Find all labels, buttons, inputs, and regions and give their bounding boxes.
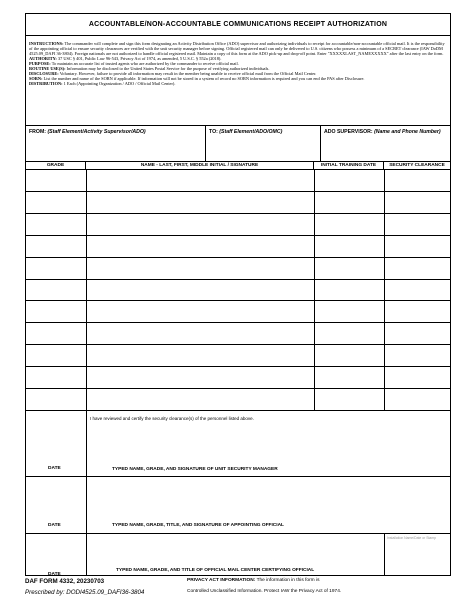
table-row[interactable]: [26, 170, 450, 192]
security-manager-block: [26, 411, 450, 477]
column-header-grade: GRADE: [26, 162, 86, 170]
table-row[interactable]: [26, 389, 450, 411]
table-row[interactable]: [26, 367, 450, 389]
block-divider: [86, 411, 87, 476]
installation-stamp-field[interactable]: [388, 542, 448, 574]
column-header-training-date: INITIAL TRAINING DATE: [314, 162, 384, 170]
mail-center-signature-label: TYPED NAME, GRADE, AND TITLE OF OFFICIAL MAIL CENTER CERTIFYING OFFICIAL: [116, 568, 315, 573]
date-label: DATE: [48, 572, 61, 577]
security-manager-signature-label: TYPED NAME, GRADE, AND SIGNATURE OF UNIT SECURITY MANAGER: [112, 467, 278, 472]
table-row[interactable]: [26, 345, 450, 367]
table-header: [26, 162, 450, 170]
from-label: FROM:: [29, 129, 46, 135]
from-field[interactable]: [26, 126, 206, 162]
form-number: DAF FORM 4332, 20230703: [25, 578, 105, 585]
block-divider: [86, 534, 87, 576]
column-divider: [314, 170, 315, 411]
to-label: TO:: [209, 129, 218, 135]
table-row[interactable]: [26, 258, 450, 280]
to-hint: (Staff Element/ADO/OMC): [219, 129, 283, 135]
table-row[interactable]: [26, 236, 450, 258]
column-header-name: NAME - LAST, FIRST, MIDDLE INITIAL / SIGNATURE: [86, 162, 314, 170]
privacy-act-text: The information in this form is: [256, 578, 320, 583]
stamp-hint: Installation Name/Date or Stamp: [387, 536, 436, 540]
security-manager-signature-field[interactable]: [88, 423, 388, 463]
from-hint: (Staff Element/Activity Supervisor/ADO): [47, 129, 146, 135]
column-header-security-clearance: SECURITY CLEARANCE: [389, 163, 445, 168]
ado-supervisor-hint: (Name and Phone Number): [374, 129, 441, 135]
mail-center-block: [26, 534, 450, 576]
table-row[interactable]: [26, 192, 450, 214]
block-divider: [384, 534, 385, 576]
distribution-label: DISTRIBUTION:: [29, 81, 63, 87]
block-divider: [86, 477, 87, 533]
form-title: ACCOUNTABLE/NON-ACCOUNTABLE COMMUNICATIONS RECEIPT AUTHORIZATION: [26, 14, 450, 36]
ado-supervisor-label: ADO SUPERVISOR:: [324, 129, 373, 135]
appointing-official-signature-label: TYPED NAME, GRADE, TITLE, AND SIGNATURE OF APPOINTING OFFICIAL: [112, 523, 284, 528]
sorn-text: List the number and name of the SORN if applicable. If information will not be stored in a system of record no SORN information is required and you can end the PAS after Disclosure.: [43, 76, 365, 82]
disclosure-text: Voluntary. However, failure to provide all information may result in the member being unable to receive official mail from the Official Mail Center.: [59, 71, 317, 77]
column-divider: [384, 170, 385, 411]
header-fields-row: [26, 125, 450, 162]
date-label: DATE: [48, 466, 61, 471]
ado-supervisor-field[interactable]: [321, 126, 450, 162]
appointing-official-signature-field[interactable]: [88, 481, 388, 519]
authority-label: AUTHORITY:: [29, 56, 57, 62]
prescribed-by: Prescribed by: DODI4525.09_DAFI36-3804: [25, 589, 145, 596]
privacy-act-label: PRIVACY ACT INFORMATION:: [187, 578, 256, 583]
distribution-text: 1 Each (Appointing Organization / ADO / Official Mail Center).: [63, 81, 176, 87]
instructions-block: [29, 41, 449, 86]
routine-use-label: ROUTINE USE(S):: [29, 66, 66, 72]
instructions-text: The commander will complete and sign this form designating an Activity Distribution Office (ADO) supervisor and authorizing individuals to receipt for accountable/non-accountable official mail. It is the responsibility of the appointing official to ensure security clearances are verified with the unit security manager before signing. Official registered mail can only be delivered to U.S. citizens who possess a minimum of a SECRET clearance (IAW DoDM 4525.09_DAFI 36-3804). Foreign nationals are not authorized to handle official registered mail. Maintain a copy of this form at the ADO pick-up and drop-off point. Enter "XXXXXLAST_NAMEXXXXX" after the last entry on the form.: [29, 41, 445, 57]
certify-statement: I have reviewed and certify the security clearance(s) of the personnel listed above.: [90, 416, 254, 421]
to-field[interactable]: [206, 126, 321, 162]
privacy-act-line2: Controlled Unclassified Information. Protect IAW the Privacy Act of 1974.: [187, 589, 342, 594]
sorn-label: SORN:: [29, 76, 43, 82]
date-label: DATE: [48, 523, 61, 528]
routine-use-text: Information may be disclosed to the United States Postal Service for the purpose of verifying authorized individuals.: [66, 66, 270, 72]
table-row[interactable]: [26, 301, 450, 323]
column-divider: [86, 170, 87, 411]
receipt-authorization-form: [25, 13, 451, 576]
table-row[interactable]: [26, 280, 450, 302]
authority-text: 37 USC § 401, Public Law 96-543, Privacy Act of 1974, as amended, 5 U.S.C. § 552a (2018).: [57, 56, 222, 62]
appointing-official-block: [26, 477, 450, 534]
disclosure-label: DISCLOSURE:: [29, 71, 59, 77]
table-row[interactable]: [26, 214, 450, 236]
privacy-act-notice: [187, 578, 319, 583]
purpose-label: PURPOSE:: [29, 61, 51, 67]
purpose-text: To maintain an accurate list of trusted agents who are authorized by the commander to receive official mail.: [51, 61, 239, 67]
table-row[interactable]: [26, 323, 450, 345]
instructions-label: INSTRUCTIONS:: [29, 41, 64, 46]
